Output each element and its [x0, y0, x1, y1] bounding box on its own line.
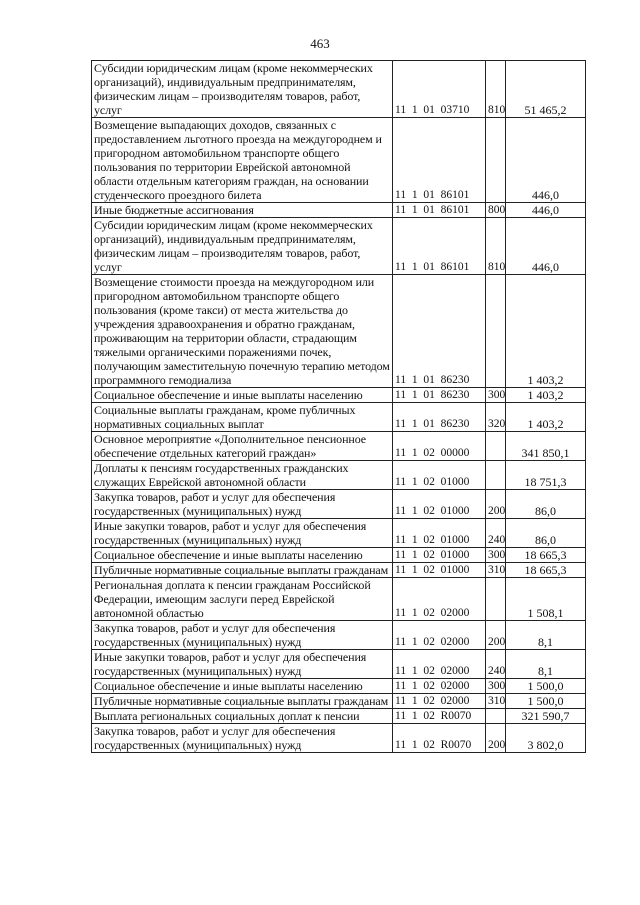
table-row: [92, 679, 586, 694]
table-row: [92, 403, 586, 432]
row-type-cell: 300: [486, 679, 506, 694]
row-name-cell: Социальное обеспечение и иные выплаты населению: [92, 388, 393, 403]
row-type-cell: [486, 432, 506, 461]
table-row: [92, 724, 586, 753]
row-type-cell: 810: [486, 61, 506, 118]
row-name-cell: Региональная доплата к пенсии гражданам Российской Федерации, имеющим заслуги перед Еврейской автономной областью: [92, 578, 393, 621]
table-row: [92, 709, 586, 724]
row-code-cell: 11 1 02 02000: [393, 694, 486, 709]
row-name-cell: Закупка товаров, работ и услуг для обеспечения государственных (муниципальных) нужд: [92, 724, 393, 753]
row-code-cell: 11 1 02 01000: [393, 563, 486, 578]
row-type-cell: 240: [486, 650, 506, 679]
row-code-cell: 11 1 01 86230: [393, 388, 486, 403]
row-sum-cell: 8,1: [506, 650, 586, 679]
page-number: 463: [310, 36, 330, 51]
row-type-cell: 310: [486, 563, 506, 578]
row-type-cell: 810: [486, 218, 506, 275]
row-code-cell: 11 1 02 01000: [393, 519, 486, 548]
row-name-cell: Иные закупки товаров, работ и услуг для обеспечения государственных (муниципальных) нужд: [92, 650, 393, 679]
table-row: [92, 563, 586, 578]
row-code-cell: 11 1 01 86101: [393, 118, 486, 203]
row-type-cell: 240: [486, 519, 506, 548]
row-sum-cell: 446,0: [506, 218, 586, 275]
row-sum-cell: 1 403,2: [506, 388, 586, 403]
row-type-cell: 310: [486, 694, 506, 709]
row-sum-cell: 3 802,0: [506, 724, 586, 753]
row-name-cell: Социальное обеспечение и иные выплаты населению: [92, 548, 393, 563]
row-type-cell: [486, 118, 506, 203]
row-sum-cell: 18 665,3: [506, 548, 586, 563]
row-name-cell: Закупка товаров, работ и услуг для обеспечения государственных (муниципальных) нужд: [92, 490, 393, 519]
row-type-cell: 800: [486, 203, 506, 218]
row-code-cell: 11 1 02 01000: [393, 461, 486, 490]
row-code-cell: 11 1 02 R0070: [393, 724, 486, 753]
row-name-cell: Иные бюджетные ассигнования: [92, 203, 393, 218]
table-row: [92, 548, 586, 563]
row-code-cell: 11 1 01 86101: [393, 203, 486, 218]
row-name-cell: Иные закупки товаров, работ и услуг для обеспечения государственных (муниципальных) нужд: [92, 519, 393, 548]
row-type-cell: 200: [486, 724, 506, 753]
row-sum-cell: 1 500,0: [506, 679, 586, 694]
row-code-cell: 11 1 02 00000: [393, 432, 486, 461]
row-sum-cell: 18 665,3: [506, 563, 586, 578]
row-code-cell: 11 1 01 86230: [393, 275, 486, 388]
row-type-cell: [486, 709, 506, 724]
row-code-cell: 11 1 02 02000: [393, 679, 486, 694]
row-type-cell: [486, 275, 506, 388]
row-name-cell: Публичные нормативные социальные выплаты гражданам: [92, 563, 393, 578]
row-code-cell: 11 1 02 02000: [393, 650, 486, 679]
row-code-cell: 11 1 01 86230: [393, 403, 486, 432]
row-sum-cell: 86,0: [506, 490, 586, 519]
row-type-cell: [486, 461, 506, 490]
table-row: [92, 490, 586, 519]
row-code-cell: 11 1 01 03710: [393, 61, 486, 118]
table-row: [92, 461, 586, 490]
row-name-cell: Субсидии юридическим лицам (кроме некоммерческих организаций), индивидуальным предпринимателям, физическим лицам – производителям товаров, работ, услуг: [92, 218, 393, 275]
row-sum-cell: 1 403,2: [506, 275, 586, 388]
row-name-cell: Выплата региональных социальных доплат к пенсии: [92, 709, 393, 724]
table-row: [92, 621, 586, 650]
budget-table-body: [92, 61, 586, 753]
row-sum-cell: 18 751,3: [506, 461, 586, 490]
table-row: [92, 694, 586, 709]
row-sum-cell: 8,1: [506, 621, 586, 650]
row-sum-cell: 446,0: [506, 118, 586, 203]
table-row: [92, 578, 586, 621]
table-row: [92, 432, 586, 461]
row-type-cell: [486, 578, 506, 621]
row-sum-cell: 86,0: [506, 519, 586, 548]
row-type-cell: 200: [486, 621, 506, 650]
row-sum-cell: 446,0: [506, 203, 586, 218]
table-row: [92, 218, 586, 275]
table-row: [92, 203, 586, 218]
row-name-cell: Социальное обеспечение и иные выплаты населению: [92, 679, 393, 694]
row-sum-cell: 341 850,1: [506, 432, 586, 461]
row-sum-cell: 321 590,7: [506, 709, 586, 724]
table-row: [92, 650, 586, 679]
row-sum-cell: 1 403,2: [506, 403, 586, 432]
row-code-cell: 11 1 02 01000: [393, 548, 486, 563]
row-code-cell: 11 1 02 R0070: [393, 709, 486, 724]
row-type-cell: 300: [486, 548, 506, 563]
row-name-cell: Субсидии юридическим лицам (кроме некоммерческих организаций), индивидуальным предпринимателям, физическим лицам – производителям товаров, работ, услуг: [92, 61, 393, 118]
row-name-cell: Публичные нормативные социальные выплаты гражданам: [92, 694, 393, 709]
table-row: [92, 519, 586, 548]
row-name-cell: Доплаты к пенсиям государственных гражданских служащих Еврейской автономной области: [92, 461, 393, 490]
row-code-cell: 11 1 02 01000: [393, 490, 486, 519]
row-name-cell: Социальные выплаты гражданам, кроме публичных нормативных социальных выплат: [92, 403, 393, 432]
row-type-cell: 200: [486, 490, 506, 519]
table-row: [92, 388, 586, 403]
row-sum-cell: 1 508,1: [506, 578, 586, 621]
row-type-cell: 320: [486, 403, 506, 432]
row-sum-cell: 1 500,0: [506, 694, 586, 709]
row-code-cell: 11 1 02 02000: [393, 621, 486, 650]
row-code-cell: 11 1 02 02000: [393, 578, 486, 621]
row-sum-cell: 51 465,2: [506, 61, 586, 118]
row-name-cell: Основное мероприятие «Дополнительное пенсионное обеспечение отдельных категорий граждан»: [92, 432, 393, 461]
table-row: [92, 118, 586, 203]
budget-table: [91, 60, 586, 753]
row-name-cell: Возмещение выпадающих доходов, связанных с предоставлением льготного проезда на междугороднем и пригородном автомобильном транспорте общего пользования по территории Еврейской автономной области отдельным категориям граждан, на основании студенческого проездного билета: [92, 118, 393, 203]
row-type-cell: 300: [486, 388, 506, 403]
table-row: [92, 275, 586, 388]
table-row: [92, 61, 586, 118]
row-name-cell: Закупка товаров, работ и услуг для обеспечения государственных (муниципальных) нужд: [92, 621, 393, 650]
row-code-cell: 11 1 01 86101: [393, 218, 486, 275]
row-name-cell: Возмещение стоимости проезда на междугородном или пригородном автомобильном транспорте общего пользования (кроме такси) от места жительства до учреждения здравоохранения и обратно гражданам, проживающим на территории области, страдающим тяжелыми органическими поражениями почек, получающим заместительную почечную терапию методом программного гемодиализа: [92, 275, 393, 388]
